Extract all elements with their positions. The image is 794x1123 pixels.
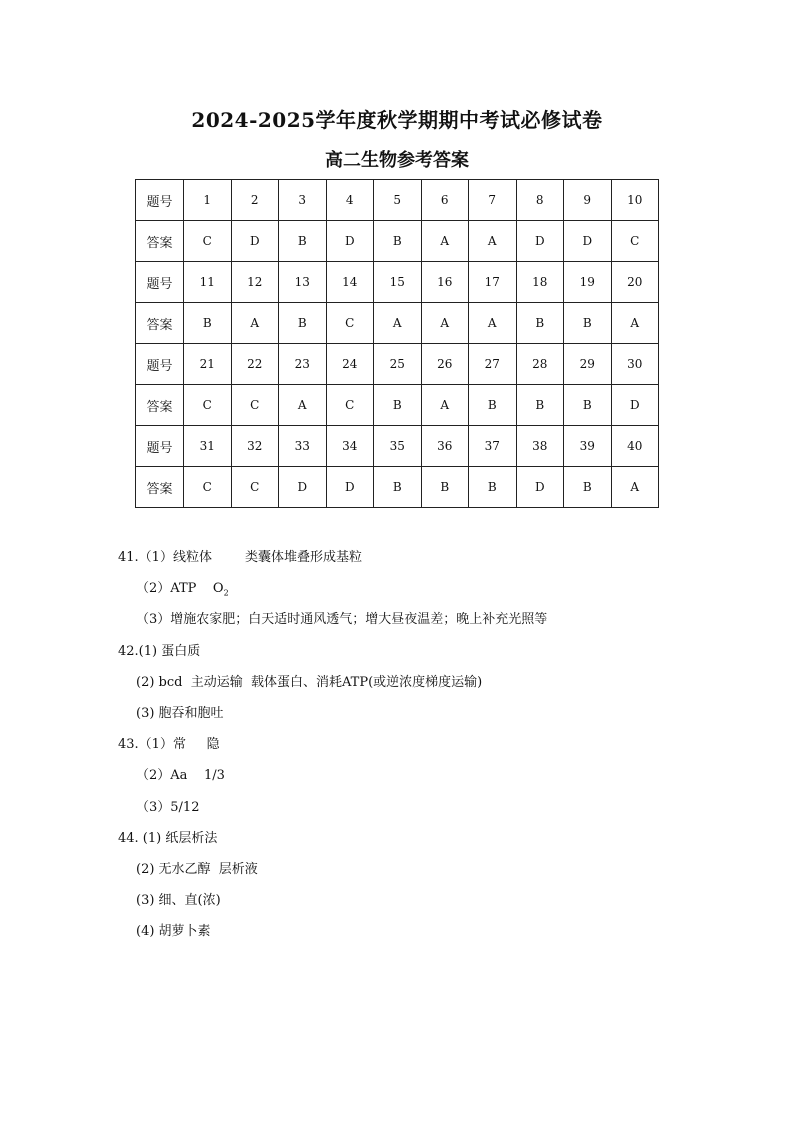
table-cell: A <box>421 303 469 344</box>
table-cell: 7 <box>469 180 517 221</box>
table-cell: B <box>279 221 327 262</box>
q44-line-1: 44. (1) 纸层析法 <box>118 830 218 846</box>
table-cell: A <box>421 221 469 262</box>
q41-line-2 <box>118 577 718 608</box>
free-response-answers <box>118 546 718 951</box>
table-cell: A <box>231 303 279 344</box>
q43-line-1: 43.（1）常 隐 <box>118 737 220 753</box>
table-cell: C <box>184 221 232 262</box>
table-cell: 19 <box>564 262 612 303</box>
q42-line-3: (3) 胞吞和胞吐 <box>136 705 224 721</box>
q42-line-1: 42.(1) 蛋白质 <box>118 643 201 659</box>
table-cell: 11 <box>184 262 232 303</box>
table-cell: C <box>326 385 374 426</box>
row-label: 题号 <box>136 344 184 385</box>
row-label: 题号 <box>136 262 184 303</box>
table-cell: D <box>611 385 659 426</box>
table-cell: 36 <box>421 426 469 467</box>
table-cell: A <box>611 467 659 508</box>
table-cell: B <box>184 303 232 344</box>
table-cell: A <box>421 385 469 426</box>
table-cell: 31 <box>184 426 232 467</box>
table-cell: 16 <box>421 262 469 303</box>
table-cell: B <box>564 385 612 426</box>
table-cell: C <box>231 385 279 426</box>
table-cell: 33 <box>279 426 327 467</box>
table-cell: C <box>231 467 279 508</box>
table-row <box>136 426 659 467</box>
table-row <box>136 221 659 262</box>
table-cell: 23 <box>279 344 327 385</box>
table-cell: 14 <box>326 262 374 303</box>
table-cell: C <box>184 467 232 508</box>
table-cell: 21 <box>184 344 232 385</box>
table-cell: 6 <box>421 180 469 221</box>
table-cell: B <box>516 303 564 344</box>
table-cell: B <box>564 467 612 508</box>
q44-line-4: (4) 胡萝卜素 <box>136 924 211 940</box>
table-cell: 1 <box>184 180 232 221</box>
row-label: 题号 <box>136 426 184 467</box>
table-cell: A <box>374 303 422 344</box>
table-cell: 28 <box>516 344 564 385</box>
table-cell: A <box>611 303 659 344</box>
table-cell: D <box>516 467 564 508</box>
answer-key-subtitle: 高二生物参考答案 <box>325 150 469 171</box>
table-row <box>136 180 659 221</box>
table-cell: B <box>516 385 564 426</box>
table-row <box>136 385 659 426</box>
table-cell: D <box>326 467 374 508</box>
table-cell: D <box>564 221 612 262</box>
row-label: 题号 <box>136 180 184 221</box>
q41-line-3: （3）增施农家肥；白天适时通风透气；增大昼夜温差；晚上补充光照等 <box>136 612 548 628</box>
q43-line-2: （2）Aa 1/3 <box>136 768 225 784</box>
table-cell: A <box>469 303 517 344</box>
table-cell: 34 <box>326 426 374 467</box>
table-cell: B <box>374 385 422 426</box>
table-cell: B <box>374 467 422 508</box>
answer-table <box>135 179 659 508</box>
table-cell: 29 <box>564 344 612 385</box>
row-label: 答案 <box>136 303 184 344</box>
table-cell: 26 <box>421 344 469 385</box>
table-row <box>136 467 659 508</box>
q41-line-1: 41.（1）线粒体 类囊体堆叠形成基粒 <box>118 550 363 565</box>
table-cell: 10 <box>611 180 659 221</box>
table-cell: 15 <box>374 262 422 303</box>
row-label: 答案 <box>136 467 184 508</box>
table-cell: B <box>564 303 612 344</box>
table-cell: 24 <box>326 344 374 385</box>
row-label: 答案 <box>136 221 184 262</box>
q42-line-2: (2) bcd 主动运输 载体蛋白、消耗ATP(或逆浓度梯度运输) <box>136 674 483 690</box>
table-cell: 20 <box>611 262 659 303</box>
table-cell: 27 <box>469 344 517 385</box>
table-cell: 8 <box>516 180 564 221</box>
table-cell: 17 <box>469 262 517 303</box>
table-cell: B <box>279 303 327 344</box>
table-cell: B <box>421 467 469 508</box>
table-row <box>136 262 659 303</box>
table-cell: 39 <box>564 426 612 467</box>
table-cell: D <box>279 467 327 508</box>
q44-line-3: (3) 细、直(浓) <box>136 893 221 909</box>
table-cell: B <box>469 385 517 426</box>
table-cell: 22 <box>231 344 279 385</box>
exam-title: 2024-2025学年度秋学期期中考试必修试卷 <box>191 108 603 132</box>
table-cell: 18 <box>516 262 564 303</box>
table-cell: 5 <box>374 180 422 221</box>
table-cell: D <box>516 221 564 262</box>
table-cell: B <box>374 221 422 262</box>
table-row <box>136 303 659 344</box>
table-cell: A <box>279 385 327 426</box>
table-cell: 40 <box>611 426 659 467</box>
table-cell: 13 <box>279 262 327 303</box>
table-cell: A <box>469 221 517 262</box>
table-cell: 30 <box>611 344 659 385</box>
table-cell: D <box>231 221 279 262</box>
table-row <box>136 344 659 385</box>
table-cell: 35 <box>374 426 422 467</box>
table-cell: 3 <box>279 180 327 221</box>
table-cell: D <box>326 221 374 262</box>
table-cell: 37 <box>469 426 517 467</box>
table-cell: C <box>184 385 232 426</box>
table-cell: 9 <box>564 180 612 221</box>
table-cell: 32 <box>231 426 279 467</box>
q43-line-3: （3）5/12 <box>136 799 200 815</box>
table-cell: 12 <box>231 262 279 303</box>
table-cell: C <box>326 303 374 344</box>
table-cell: C <box>611 221 659 262</box>
table-cell: 38 <box>516 426 564 467</box>
table-cell: 4 <box>326 180 374 221</box>
q44-line-2: (2) 无水乙醇 层析液 <box>136 861 258 877</box>
q41-line-2-text: （2）ATP O <box>136 581 224 597</box>
table-cell: 2 <box>231 180 279 221</box>
table-cell: B <box>469 467 517 508</box>
q41-line-2-subscript: 2 <box>223 588 229 598</box>
table-cell: 25 <box>374 344 422 385</box>
row-label: 答案 <box>136 385 184 426</box>
